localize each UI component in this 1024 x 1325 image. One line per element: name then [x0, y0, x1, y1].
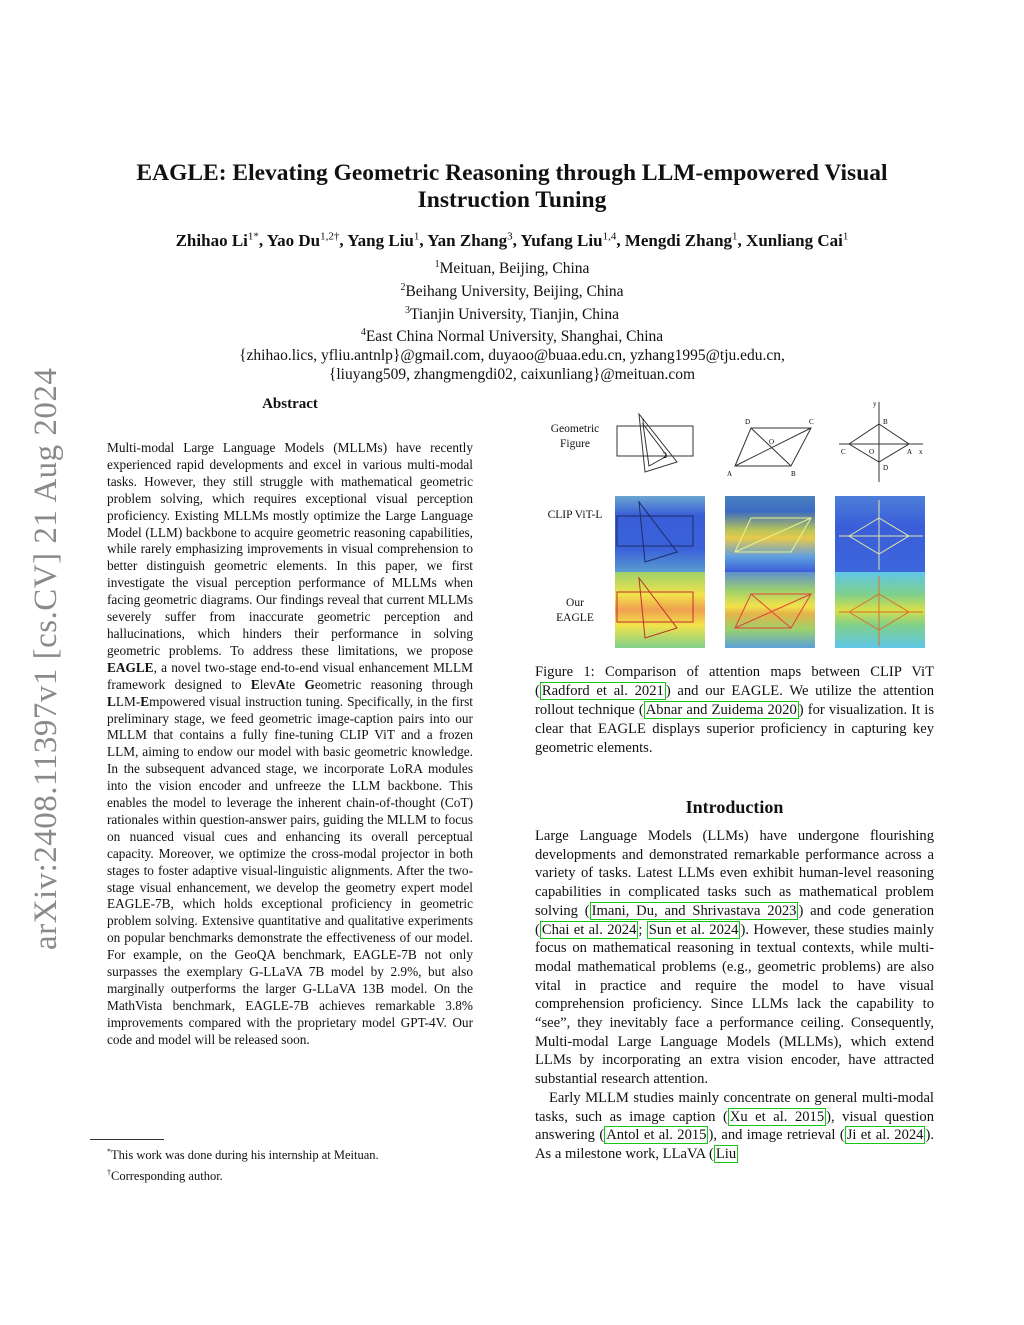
point-label: C — [841, 448, 846, 456]
title-line-2: Instruction Tuning — [417, 187, 607, 213]
row-label-our-eagle: Our EAGLE — [556, 597, 594, 624]
point-label: A — [907, 448, 913, 456]
author-list: Zhihao $Li^{1*}$, Yao $Du^{1,2\dagger}$, Yang Liu$^1$, Yan Zhang$^3$, Yufang Liu$^{1,4}$, Mengdi Zhang$^1$, Xunliang Cai$^1$ — [175, 230, 849, 250]
geometric-figure-3 — [835, 398, 925, 486]
clip-attention-map-3 — [835, 496, 925, 572]
citation-link[interactable]: Liu — [715, 1145, 737, 1162]
figure-1-caption: Figure 1: Comparison of attention maps between CLIP ViT ( Radford et al. 2021 ) and our EAGLE. We utilize the attention rollout technique ( Abnar and Zuidema 2020 ) for visualization. It is clear that EAGLE displays superior proficiency in capturing key geometric elements. — [535, 664, 935, 756]
point-label: x — [919, 448, 923, 456]
affiliations — [100, 256, 924, 384]
footnote: †Corresponding author. — [107, 1168, 223, 1184]
figure-1 — [535, 390, 935, 640]
author: Yan Zhang$^3$ — [427, 230, 513, 250]
footnote: *This work was done during his internship at Meituan. — [107, 1147, 379, 1163]
point-label: D — [745, 418, 751, 426]
point-label: B — [791, 470, 796, 478]
footnote-rule — [90, 1139, 164, 1140]
eagle-attention-map-2 — [725, 572, 815, 648]
point-label: A — [727, 470, 733, 478]
affiliation: $^3$Tianjin University, Tianjin, China — [405, 304, 619, 323]
author: Zhihao $Li^{1*}$ — [175, 230, 259, 250]
point-label: D — [883, 464, 889, 472]
footnotes — [107, 1143, 507, 1185]
email-line: {zhihao.lics, yfliu.antnlp}@gmail.com, duyaoo@buaa.edu.cn, yzhang1995@tju.edu.cn, — [239, 347, 785, 364]
paper-title — [100, 160, 924, 214]
eagle-attention-map-3 — [835, 572, 925, 648]
citation-link[interactable]: Sun et al. 2024 — [648, 921, 739, 938]
point-label: C — [809, 418, 814, 426]
citation-link[interactable]: Ji et al. 2024 — [846, 1127, 924, 1144]
citation-link[interactable]: Chai et al. 2024 — [541, 921, 637, 938]
point-label: B — [883, 418, 888, 426]
author: Yang Liu$^1$ — [347, 230, 420, 250]
paragraph: Large Language Models (LLMs) have undergone flourishing developments and demonstrated remarkable performance across a variety of tasks. Latest LLMs even exhibit human-level reasoning capabilities in complicated tasks such as mathematical problem solving ( Imani, Du, and Shrivastava 2023 ) and code generation ( Chai et al. 2024 ; Sun et al. 2024 ). However, these studies mainly focus on mathematical reasoning in textual contexts, while multi-modal mathematical problems (e.g., geometric problems) are also vital in practice and require the model to have visual comprehension proficiency. Since LLMs lack the capability to “see”, they inevitably face a performance ceiling. Consequently, Multi-modal Large Language Models (MLLMs), which extend LLMs by incorporating an extra vision encoder, have attracted substantial research attention. — [535, 828, 934, 1088]
author: Yao $Du^{1,2\dagger}$ — [266, 230, 340, 250]
point-label: y — [873, 400, 877, 408]
affiliation: $^4$East China Normal University, Shanghai, China — [360, 327, 664, 346]
point-label: O — [869, 448, 875, 456]
arxiv-stamp: arXiv:2408.11397v1 [cs.CV] 21 Aug 2024 — [28, 367, 64, 950]
point-label: 2 — [663, 451, 667, 460]
eagle-attention-map-1 — [615, 572, 705, 648]
author: Yufang Liu$^{1,4}$ — [520, 230, 617, 250]
row-label-clip-vit: CLIP ViT-L — [547, 509, 603, 521]
geometric-figure-1 — [615, 410, 705, 486]
citation-link[interactable]: Antol et al. 2015 — [606, 1127, 707, 1144]
paragraph: Early MLLM studies mainly concentrate on general multi-modal tasks, such as image caption ( Xu et al. 2015 ), visual question answering ( Antol et al. 2015 ), and image retrieval ( Ji et al. 2024 ). As a milestone work, LLaVA ( Liu — [535, 1089, 935, 1162]
citation-link[interactable]: Xu et al. 2015 — [729, 1108, 825, 1125]
abstract-heading: Abstract — [262, 396, 318, 412]
point-label: 1 — [641, 417, 645, 426]
clip-attention-map-1 — [615, 496, 705, 572]
citation-link[interactable]: Radford et al. 2021 — [541, 683, 664, 699]
section-heading-introduction: Introduction — [685, 797, 784, 817]
citation-link[interactable]: Imani, Du, and Shrivastava 2023 — [591, 902, 797, 919]
clip-attention-map-2 — [725, 496, 815, 572]
row-label-geometric-figure: Geometric Figure — [550, 423, 600, 450]
introduction-body — [535, 827, 934, 1164]
abstract-body: Multi-modal Large Language Models (MLLMs) have recently experienced rapid developments and excel in various multi-modal tasks. However, they still struggle with mathematical geometric problem solving, which requires exceptional visual perception proficiency. Existing MLLMs mostly optimize the Large Language Model (LLM) backbone to acquire geometric reasoning capabilities, while rarely emphasizing improvements in visual comprehension to better distinguish geometric elements. In this paper, we first investigate the visual perception performance of MLLMs when facing geometric diagrams. Our findings reveal that current MLLMs severely suffer from inaccurate geometric perception and hallucinations, which hinders their performance in solving geometric problems. To address these limitations, we propose EAGLE, a novel two-stage end-to-end visual enhancement MLLM framework designed to ElevAte Geometric reasoning through LLM-Empowered visual instruction tuning. Specifically, in the first preliminary stage, we feed geometric image-caption pairs into our MLLM that contains a fully fine-tuning CLIP ViT and a frozen LLM, aiming to endow our model with basic geometric knowledge. In the subsequent advanced stage, we incorporate LoRA modules into the vision encoder and unfreeze the LLM backbone. This enables the model to leverage the inherent chain-of-thought (CoT) rationales within question-answer pairs, guiding the MLLM to focus on nuanced visual cues and enhancing its overall perceptual capacity. Moreover, we optimize the cross-modal projector in both stages to foster adaptive visual-linguistic alignments. After the two-stage visual enhancement, we develop the geometry expert model EAGLE-7B, which holds exceptional proficiency in geometric problem solving. Extensive quantitative and qualitative experiments on popular benchmarks demonstrate the effectiveness of our model. For example, on the GeoQA benchmark, EAGLE-7B not only surpasses the exemplary G-LLaVA 7B model by 2.9%, but also marginally outperforms the larger G-LLaVA 13B model. On the MathVista benchmark, EAGLE-7B achieves remarkable 3.8% improvements compared with the proprietary model GPT-4V. Our code and model will be released soon. — [107, 440, 473, 1047]
affiliation: $^2$Beihang University, Beijing, China — [400, 281, 624, 300]
point-label: O — [769, 438, 775, 446]
author: Mengdi Zhang$^1$ — [624, 230, 738, 250]
email-line: {liuyang509, zhangmengdi02, caixunliang}@meituan.com — [328, 365, 696, 383]
geometric-figure-2 — [725, 410, 815, 486]
citation-link[interactable]: Abnar and Zuidema 2020 — [645, 702, 797, 718]
author: Xunliang Cai$^1$ — [746, 230, 849, 250]
affiliation: $^1$Meituan, Beijing, China — [434, 259, 590, 278]
title-line-1: EAGLE: Elevating Geometric Reasoning through LLM-empowered Visual — [136, 160, 888, 186]
